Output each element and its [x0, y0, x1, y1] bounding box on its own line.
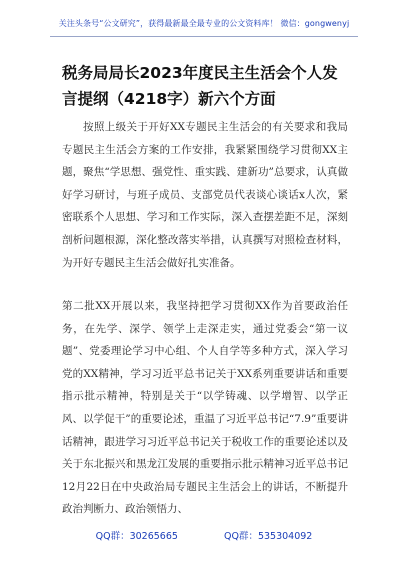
header-banner: 关注头条号“公文研究”，获得最新最全最专业的公文资料库！ 微信：gongwenyj: [58, 19, 350, 28]
paragraph-2: 第二批XX开展以来，我坚持把学习贯彻XX作为首要政治任务，在先学、深学、领学上走深走实，通过党委会“第一议题”、党委理论学习中心组、个人自学等多种方式，深入学习党的XX精神，学习习近平总书记关于XX系列重要讲话和重要指示批示精神，特别是关于“以学铸魂、以学增智、以学正风、以学促干”的重要论述，重温了习近平总书记“7.9”重要讲话精神，跟进学习习近平总书记关于税收工作的重要论述以及关于东北振兴和黑龙江发展的重要指示批示精神习近平总书记12月22日在中央政治局专题民主生活会上的讲话，不断提升政治判断力、政治领悟力、: [62, 300, 348, 516]
paragraph-1: 按照上级关于开好XX专题民主生活会的有关要求和我局专题民主生活会方案的工作安排，我紧紧围绕学习贯彻XX主题，聚焦“学思想、强党性、重实践、建新功”总要求，认真做好学习研讨，与班子成员、支部党员代表谈心谈话x人次，紧密联系个人思想、学习和工作实际，深入查摆差距不足，深刻剖析问题根源，深化整改落实举措，认真撰写对照检查材料，为开好专题民主生活会做好扎实准备。: [62, 121, 348, 269]
footer-qq-group-1: QQ群：30265665: [95, 531, 178, 542]
header-divider: [50, 36, 358, 37]
document-title: 税务局局长2023年度民主生活会个人发言提纲（4218字）新六个方面: [62, 64, 338, 108]
footer: [0, 528, 408, 542]
footer-qq-group-2: QQ群：535304092: [224, 531, 313, 542]
